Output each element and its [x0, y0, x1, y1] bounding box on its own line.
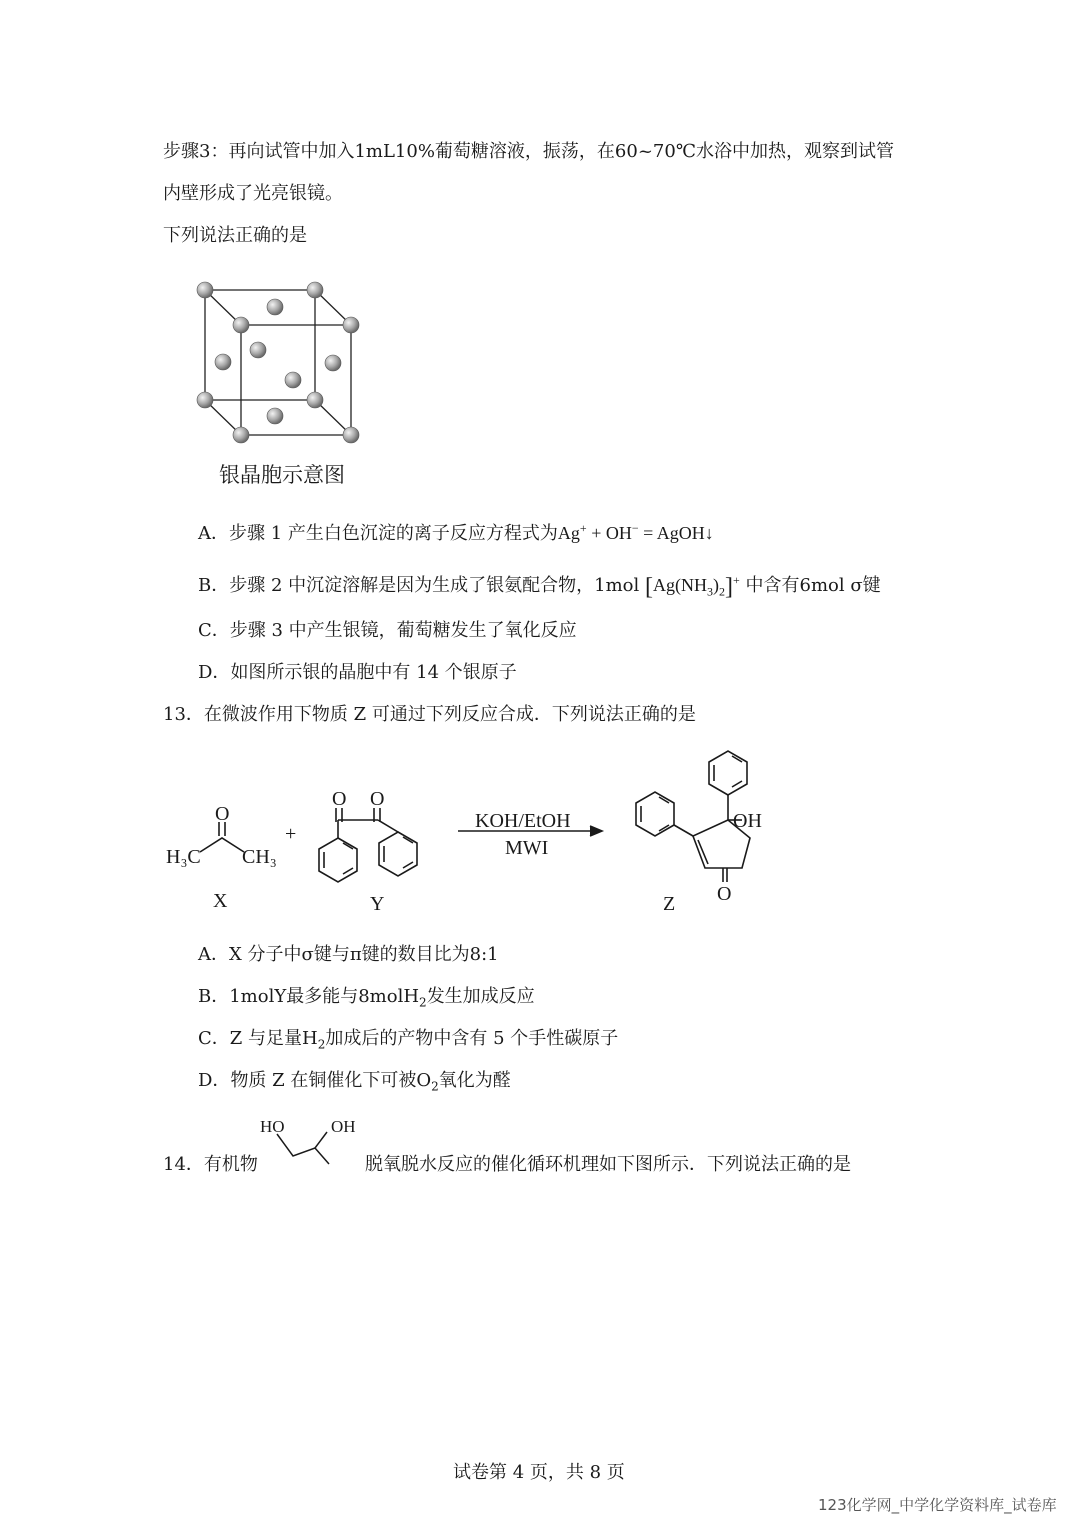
step3-line1: 步骤3：再向试管中加入1mL10%葡萄糖溶液，振荡，在60~70℃水浴中加热，观察到试管: [163, 141, 894, 162]
q13-option-b: [198, 985, 535, 1009]
q14-stem-pre: 14．有机物: [163, 1154, 258, 1175]
option-tail: 中含有6mol σ键: [745, 575, 881, 596]
option-text-tail: 氧化为醛: [438, 1070, 511, 1091]
q13-option-c: [198, 1027, 618, 1051]
y-label: Y: [370, 893, 385, 915]
x-h3c-label: H₃C: [166, 846, 201, 868]
conditions-bottom: MWI: [505, 837, 549, 859]
equation-ag-charge: +: [579, 521, 587, 535]
z-hydroxyl-label: OH: [733, 810, 762, 832]
complex-formula-a: Ag(NH: [652, 575, 707, 595]
option-label: A．: [198, 944, 229, 965]
option-label: C．: [198, 620, 230, 641]
subscript: 2: [317, 1037, 326, 1052]
option-label: B．: [198, 575, 230, 596]
propanediol-oh-label: OH: [331, 1117, 356, 1136]
option-text: 步骤 1 产生白色沉淀的离子反应方程式为: [229, 523, 558, 544]
x-ch3-label: CH₃: [242, 846, 277, 868]
option-text-tail: 加成后的产物中含有 5 个手性碳原子: [325, 1028, 619, 1049]
option-text: 步骤 3 中产生银镜，葡萄糖发生了氧化反应: [229, 620, 577, 641]
option-label: D．: [198, 1070, 231, 1091]
propanediol-ho-label: HO: [260, 1117, 285, 1136]
z-oxygen-label: O: [717, 883, 732, 905]
y-oxygen-left: O: [332, 788, 347, 810]
option-text: 步骤 2 中沉淀溶解是因为生成了银氨配合物，1mol: [229, 575, 640, 596]
subscript: 2: [431, 1079, 439, 1094]
option-label: B．: [198, 986, 230, 1007]
option-text: Z 与足量H: [229, 1028, 318, 1049]
page-footer: 试卷第 4 页，共 8 页: [453, 1462, 625, 1483]
option-text: X 分子中σ键与π键的数目比为8:1: [229, 944, 499, 965]
option-text: 如图所示银的晶胞中有 14 个银原子: [230, 662, 517, 683]
q12-prompt: 下列说法正确的是: [163, 225, 307, 246]
equation-oh-charge: −: [631, 521, 639, 535]
complex-formula-b: ): [712, 575, 719, 595]
plus-sign: +: [285, 823, 297, 845]
q12-option-b: B．步骤 2 中沉淀溶解是因为生成了银氨配合物，1mol $[Ag(NH_3)_2]^+$ 中含有6mol σ键: [198, 573, 881, 600]
complex-sub3: 3: [706, 584, 713, 599]
option-label: A．: [198, 523, 229, 544]
watermark: 123化学网_中学化学资料库_试卷库: [818, 1496, 1057, 1514]
option-text: 物质 Z 在铜催化下可被O: [230, 1070, 432, 1091]
q13-option-a: [198, 943, 499, 967]
step3-line2: 内壁形成了光亮银镜。: [163, 183, 343, 204]
y-oxygen-right: O: [370, 788, 385, 810]
equation-oh: + OH: [586, 523, 632, 543]
equation-ag: Ag: [557, 523, 580, 543]
q12-option-c: [198, 619, 577, 643]
complex-sub2: 2: [718, 584, 725, 599]
reaction-scheme: [160, 750, 800, 920]
q14-stem-post: 脱氧脱水反应的催化循环机理如下图所示．下列说法正确的是: [365, 1154, 851, 1175]
option-text: 1molY最多能与8molH: [229, 986, 420, 1007]
complex-charge: +: [732, 573, 740, 587]
option-label: D．: [198, 662, 231, 683]
option-text-tail: 发生加成反应: [426, 986, 535, 1007]
option-label: C．: [198, 1028, 230, 1049]
x-label: X: [213, 890, 228, 912]
q13-stem: 13．在微波作用下物质 Z 可通过下列反应合成．下列说法正确的是: [163, 704, 696, 725]
q12-option-d: [198, 661, 517, 685]
q13-option-d: [198, 1069, 511, 1093]
z-label: Z: [663, 893, 676, 915]
q12-option-a: [198, 521, 714, 546]
equation-product: = AgOH↓: [638, 523, 714, 543]
subscript: 2: [419, 995, 427, 1010]
propanediol-structure: [255, 1112, 365, 1174]
silver-unit-cell-figure: [185, 275, 375, 455]
x-oxygen-label: O: [215, 803, 230, 825]
conditions-top: KOH/EtOH: [475, 810, 571, 832]
crystal-caption: 银晶胞示意图: [219, 463, 345, 487]
